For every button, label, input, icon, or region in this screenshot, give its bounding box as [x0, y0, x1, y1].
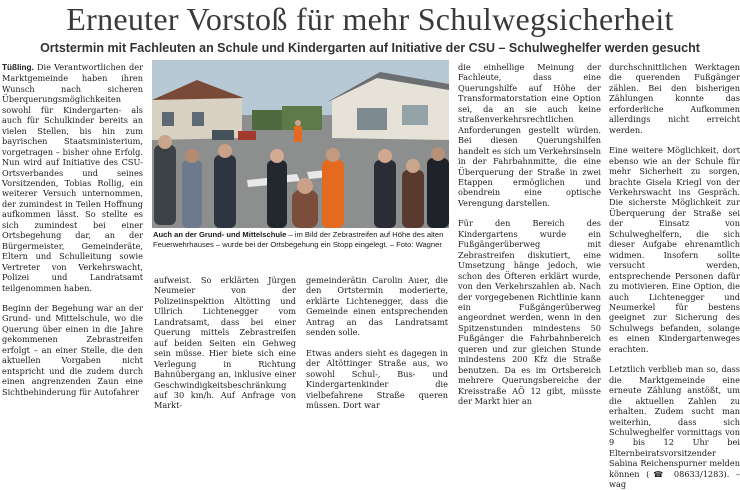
paragraph-intro-text: Die Verantwortlichen der Marktgemeinde haben ihren Wunsch nach sicheren Überquerungsmöglichkeiten sowohl für Kindergarten- als auch für Schulkinder bereits an vielen Stellen, bis hin zum bayrischen Staatsministerium, vorgetragen – bisher ohne Erfolg. Nun wird auf Initiative des CSU-Ortsverbandes und seines Vorsitzenden, Tobias Rollig, ein weiterer Versuch unternommen, der zumindest in Teilen Hoffnung aufkommen lässt. So stellte es sich zumindest bei einer Ortsbegehung dar, an der Bürgermeister, Gemeinderäte, Eltern und Schulleitung sowie Vertreter von Verkehrswacht, Polizei und Landratsamt teilgenommen haben. [2, 62, 143, 293]
paragraph-zaehlung: durchschnittlichen Werktagen die querenden Fußgänger zählen. Bei den bisherigen Zählungen konnte das erforderliche Aufkommen allerdings nicht erreicht werden. [609, 62, 740, 135]
column-5 [609, 62, 740, 490]
article-photo [152, 60, 449, 228]
paragraph-antrag: gemeinderätin Carolin Auer, die den Ortstermin moderierte, erklärte Lichtenegger, dass die Gemeinde einen entsprechenden Antrag an das Landratsamt senden solle. [306, 275, 448, 338]
paragraph-altoettinger-strasse: Etwas anders sieht es dagegen in der Altöttinger Straße aus, wo sowohl Schul-, Bus- und Kindergartenkinder die vielbefahrene Straße queren müssen. Dort war [306, 347, 448, 410]
paragraph-polizei: aufweist. So erklärten Jürgen Neumeier von der Polizeiinspektion Altötting und Ullrich Lichtenegger vom Landratsamt, dass bei einer Querung mittels Zebrastreifen auf beiden Seiten ein Gehweg sein müsse. Hier biete sich eine Verlegung in Richtung Bahnübergang an, inklusive einer Geschwindigkeitsbeschränkung auf 30 km/h. Auf Anfrage von Markt- [154, 275, 296, 411]
photo-ortsbegehung [152, 60, 449, 228]
paragraph-intro [2, 62, 143, 293]
caption-lead: Auch an der Grund- und Mittelschule [153, 230, 287, 239]
subheadline: Ortstermin mit Fachleuten an Schule und Kindergarten auf Initiative der CSU – Schulweghelfer werden gesucht [40, 41, 700, 55]
photo-caption [153, 230, 449, 270]
paragraph-fazit: Letztlich verblieb man so, dass die Marktgemeinde eine erneute Zählung anstößt, um die aktuellen Zahlen zu erhalten. Zudem sucht man weiterhin, dass sich Schulweghelfer vormittags von 9 bis 12 Uhr bei Elternbeiratsvorsitzender Sabina Reichenspurner melden können (☎ 08633/1283). – wag [609, 364, 740, 490]
column-2 [154, 275, 296, 411]
column-3 [306, 275, 448, 410]
column-1 [2, 62, 143, 403]
paragraph-schulweghelfer: Eine weitere Möglichkeit, dort ebenso wie an der Schule für mehr Sicherheit zu sorgen, brachte Gisela Kriegl von der Verkehrswacht ins Gespräch. Die sicherste Möglichkeit zur Überquerung der Straße sei der Einsatz von Schulweghelfern, die sich dieser Aufgabe ehrenamtlich widmen. Insofern sollte versucht werden, entsprechende Personen dafür zu motivieren. Eine Option, die auch Lichtenegger und Neumerkel für bestens geeignet zur Sicherung des Schulwegs befanden, solange es einen Kindergartenweges erachten. [609, 145, 740, 354]
caption-text: – im Bild der Zebrastreifen auf Höhe des alten Feuerwehrhauses – wurde bei der Ortsbegehung ein Stopp eingelegt. – Foto: Wagner [153, 230, 444, 249]
column-4 [458, 62, 601, 407]
headline: Erneuter Vorstoß für mehr Schulwegsicherheit [66, 1, 674, 37]
paragraph-kindergarten: Für den Bereich des Kindergartens wurde ein Fußgängerüberweg mit Zebrastreifen diskutiert, eine Umsetzung hänge jedoch, wie schon des Öfteren erklärt wurde, von den Verkehrszahlen ab. Nach der vorgegebenen Richtlinie kann ein Fußgängerüberweg angeordnet werden, wenn in den Spitzenstunden mindestens 50 Fußgänger die Fahrbahnbereich queren und zur gleichen Stunde mindestens 200 Kfz die Straße benutzen. Da es im Ortsbereich mehrere Querungsbereiche der Kreisstraße AÖ 12 gibt, müsste der Markt hier an [458, 218, 601, 407]
paragraph-begehung: Beginn der Begehung war an der Grund- und Mittelschule, wo die Querung über einen in die Jahre gekommenen Zebrastreifen erfolgt – an einer Stelle, die den aktuellen Vorgaben nicht entspricht und die zudem durch einen angrenzenden Zaun eine Sichtbehinderung für Autofahrer [2, 302, 143, 397]
dateline: Tüßling. [2, 63, 34, 72]
paragraph-querungshilfe: die einhellige Meinung der Fachleute, dass eine Querungshilfe auf Höhe der Transformatorstation eine Option sei, da an sie auch keine straßenverkehrsrechtlichen Anforderungen gestellt würden. Bei diesen Querungshilfen handelt es sich um Verkehrsinseln in der Fahrbahnmitte, die eine Überquerung der Straße in zwei Etappen ermöglichen und obendrein eine optische Verengung darstellen. [458, 62, 601, 208]
